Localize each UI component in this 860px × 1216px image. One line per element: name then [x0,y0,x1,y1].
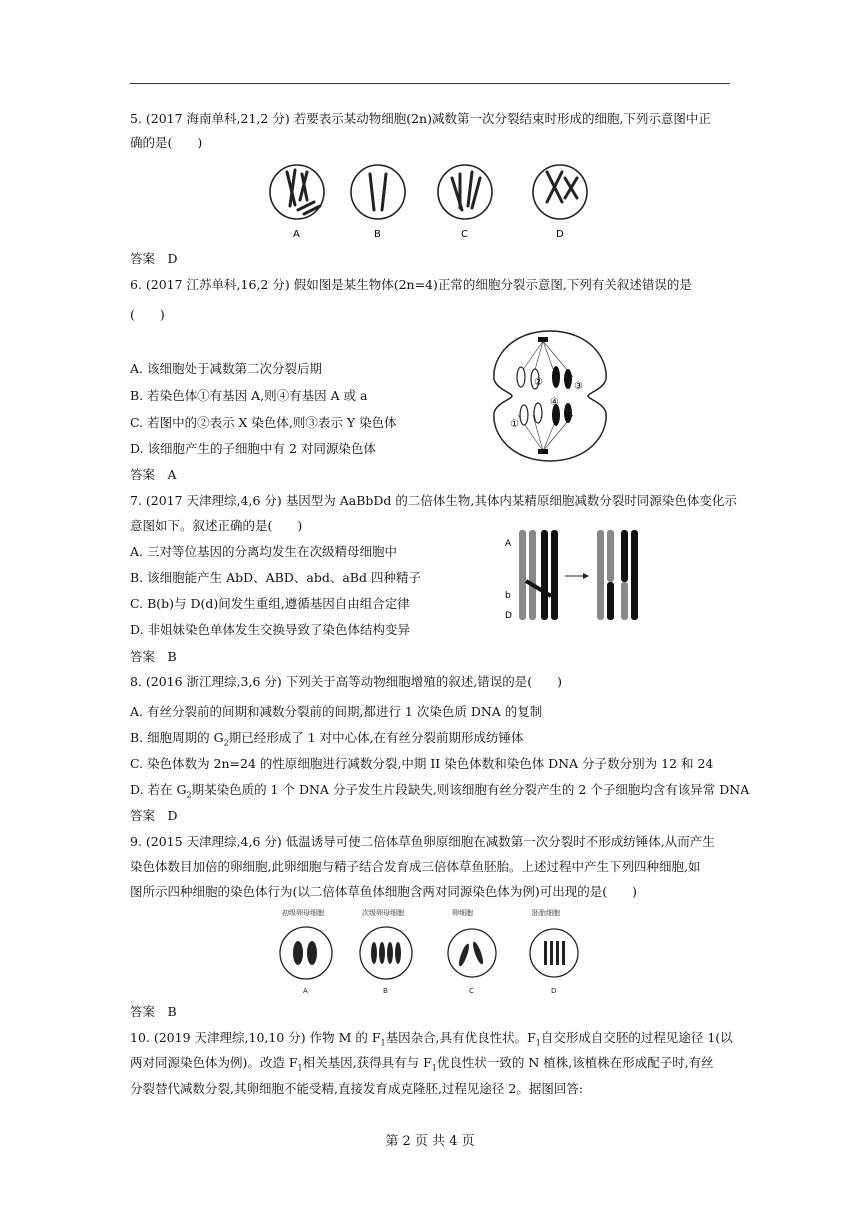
q6-answer: 答案 A [130,467,177,482]
q6-option-a: A. 该细胞处于减数第二次分裂后期 [130,361,322,376]
q6-label-3: ③ [574,381,583,392]
q9-figure [276,905,591,997]
q9-title-a: 初级卵母细胞 [282,909,324,917]
q5-stem-line1: 5. (2017 海南单科,21,2 分) 若要表示某动物细胞(2n)减数第一次分裂结束时形成的细胞,下列示意图中正 [130,111,711,126]
q7-option-a: A. 三对等位基因的分离均发生在次级精母细胞中 [130,544,397,559]
q9-label-c: C [469,987,474,995]
page-footer: 第 2 页 共 4 页 [385,1134,475,1149]
q5-fig-label-d: D [556,229,564,240]
q9-label-a: A [303,987,308,995]
q7-option-b: B. 该细胞能产生 AbD、ABD、abd、aBd 四种精子 [130,570,421,585]
q10-line3: 分裂替代减数分裂,其卵细胞不能受精,直接发育成克隆胚,过程见途径 2。据图回答: [130,1081,584,1096]
q7-stem-line1: 7. (2017 天津理综,4,6 分) 基因型为 AaBbDd 的二倍体生物,其体内某精原细胞减数分裂时同源染色体变化示 [130,493,737,508]
q9-label-d: D [551,987,557,995]
q9-stem-line3: 图所示四种细胞的染色体行为(以二倍体草鱼体细胞含两对同源染色体为例)可出现的是( ) [130,884,638,899]
q9-stem-line2: 染色体数目加倍的卵细胞,此卵细胞与精子结合发育成三倍体草鱼胚胎。上述过程中产生下列四种细胞,如 [130,859,701,874]
q6-label-2: ② [534,377,543,388]
q7-label-b: b [505,591,511,601]
q9-title-c: 卵细胞 [452,909,473,917]
q6-cell-figure [488,327,613,465]
q7-answer: 答案 B [130,649,177,664]
q8-option-a: A. 有丝分裂前的间期和减数分裂前的间期,都进行 1 次染色质 DNA 的复制 [130,704,543,719]
q8-answer: 答案 D [130,808,178,823]
q7-figure [505,526,645,628]
q7-option-c: C. B(b)与 D(d)间发生重组,遵循基因自由组合定律 [130,596,410,611]
q8-option-c: C. 染色体数为 2n=24 的性原细胞进行减数分裂,中期 II 染色体数和染色体 DNA 分子数分别为 12 和 24 [130,756,714,771]
q7-option-d: D. 非姐妹染色单体发生交换导致了染色体结构变异 [130,622,411,637]
q6-stem-line2: ( ) [130,307,165,322]
q6-label-1: ① [510,419,519,430]
q6-stem-line1: 6. (2017 江苏单科,16,2 分) 假如图是某生物体(2n=4)正常的细胞分裂示意图,下列有关叙述错误的是 [130,277,692,292]
q5-fig-label-b: B [374,229,381,240]
q5-answer: 答案 D [130,251,178,266]
q9-title-b: 次级卵母细胞 [362,909,404,917]
q9-label-b: B [383,987,388,995]
q7-label-d: D [505,611,512,621]
q9-stem-line1: 9. (2015 天津理综,4,6 分) 低温诱导可使二倍体草鱼卵原细胞在减数第一次分裂时不形成纺锤体,从而产生 [130,834,715,849]
q5-fig-label-c: C [461,229,468,240]
q8-stem: 8. (2016 浙江理综,3,6 分) 下列关于高等动物细胞增殖的叙述,错误的是( ) [130,674,562,689]
q9-answer: 答案 B [130,1004,177,1019]
q7-stem-line2: 意图如下。叙述正确的是( ) [130,518,303,533]
q6-label-4: ④ [550,397,559,408]
q7-label-a: A [505,539,512,549]
q8-option-d: D. 若在 $G_2$期某染色质的 1 个 DNA 分子发生片段缺失,则该细胞有丝分裂产生的 2 个子细胞均含有该异常 DNA [130,782,750,800]
q5-fig-label-a: A [293,229,300,240]
q10-line2: 两对同源染色体为例)。改造 $F_1$相关基因,获得具有与 $F_1$优良性状一致的 N 植株,该植株在形成配子时,有丝 [130,1055,714,1073]
q6-option-d: D. 该细胞产生的子细胞中有 2 对同源染色体 [130,441,376,456]
q6-option-b: B. 若染色体①有基因 A,则④有基因 A 或 a [130,388,368,403]
header-rule [130,83,730,84]
q8-option-b: B. 细胞周期的 $G_2$期已经形成了 1 对中心体,在有丝分裂前期形成纺锤体 [130,730,524,748]
q10-line1: 10. (2019 天津理综,10,10 分) 作物 M 的 $F_1$基因杂合,具有优良性状。$F_1$自交形成自交胚的过程见途径 1(以 [130,1030,733,1048]
q9-title-d: 胚胎细胞 [532,909,560,917]
q6-option-c: C. 若图中的②表示 X 染色体,则③表示 Y 染色体 [130,415,397,430]
q5-figure [262,160,602,242]
q5-stem-line2: 确的是( ) [130,135,203,150]
